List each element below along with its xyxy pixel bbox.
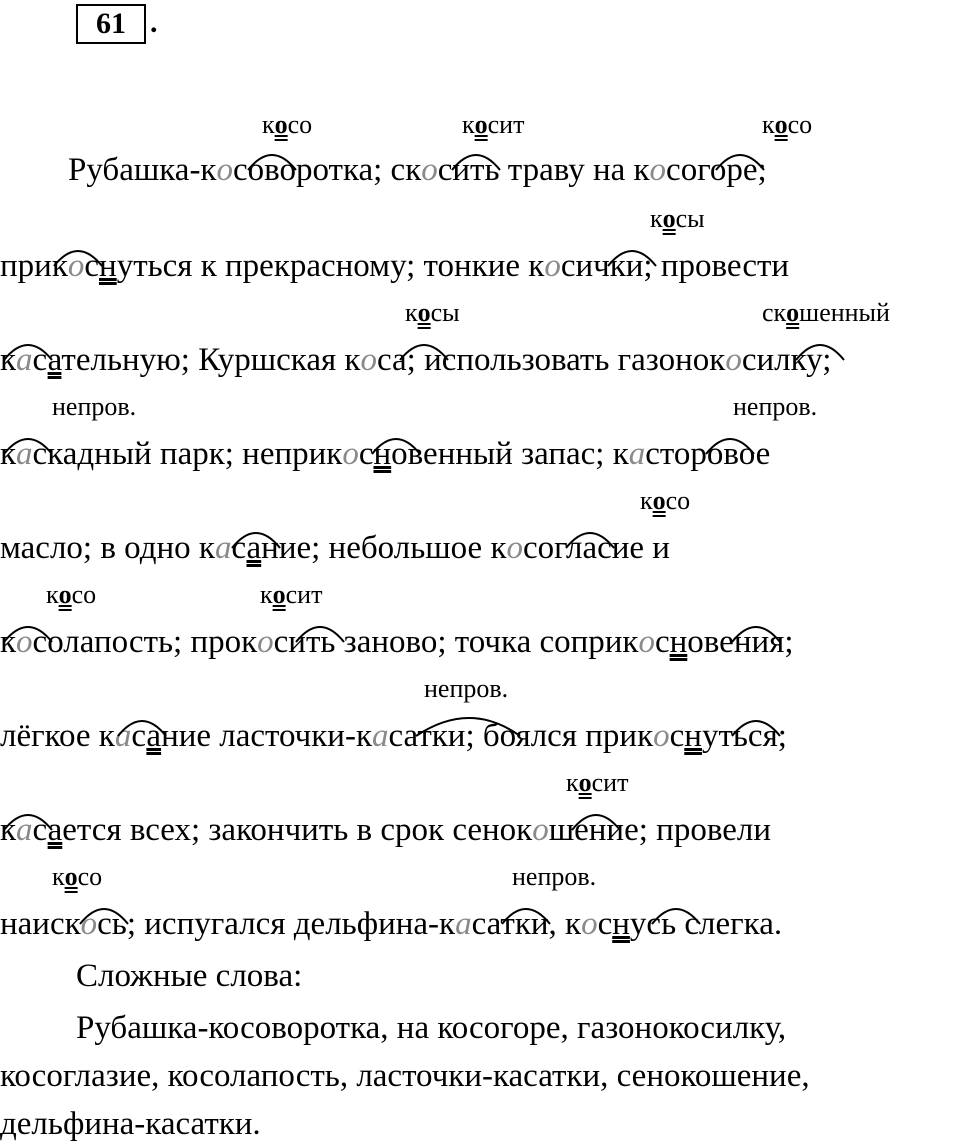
note-kosit-1: косит bbox=[462, 110, 525, 139]
note-kosy-2: косы bbox=[405, 298, 460, 327]
compound-heading: Сложные слова: bbox=[76, 958, 303, 994]
note-koso-3: косо bbox=[640, 486, 691, 515]
text-line-8: касается всех; закончить в срок сенокошение; провели bbox=[0, 812, 771, 848]
text-line-6: косолапость; прокосить заново; точка соприкосновения; bbox=[0, 624, 794, 660]
note-neprov-4: непров. bbox=[512, 862, 597, 891]
note-kosit-3: косит bbox=[566, 768, 629, 797]
task-number-dot: . bbox=[150, 6, 158, 39]
note-koso-4: косо bbox=[46, 580, 97, 609]
note-kosy-1: косы bbox=[650, 204, 705, 233]
text-line-9: наискось; испугался дельфина-касатки, коснусь слегка. bbox=[0, 906, 783, 942]
text-line-4: каскадный парк; неприкосновенный запас; касторовое bbox=[0, 436, 771, 472]
text-line-1: Рубашка-косоворотка; скосить траву на косогоре; bbox=[68, 152, 767, 188]
text-line-5: масло; в одно касание; небольшое косогласие и bbox=[0, 530, 670, 566]
task-number-box bbox=[76, 4, 146, 44]
compound-text-1: Рубашка-косоворотка, на косогоре, газонокосилку, bbox=[76, 1010, 787, 1046]
note-koso-1: косо bbox=[262, 110, 313, 139]
note-skoshenny: скошенный bbox=[762, 298, 890, 327]
note-koso-5: косо bbox=[52, 862, 103, 891]
note-neprov-3: непров. bbox=[424, 674, 509, 703]
note-koso-2: косо bbox=[762, 110, 813, 139]
compound-text-2: косоглазие, косолапость, ласточки-касатки, сенокошение, bbox=[0, 1058, 810, 1094]
text-line-7: лёгкое касание ласточки-касатки; боялся прикоснуться; bbox=[0, 718, 787, 754]
note-kosit-2: косит bbox=[260, 580, 323, 609]
text-line-3: касательную; Куршская коса; использовать газонокосилку; bbox=[0, 342, 832, 378]
note-neprov-1: непров. bbox=[52, 392, 137, 421]
compound-text-3: дельфина-касатки. bbox=[0, 1106, 261, 1142]
task-number: 61 bbox=[96, 7, 126, 40]
text-line-2: прикоснуться к прекрасному; тонкие косички; провести bbox=[0, 248, 790, 284]
note-neprov-2: непров. bbox=[733, 392, 818, 421]
